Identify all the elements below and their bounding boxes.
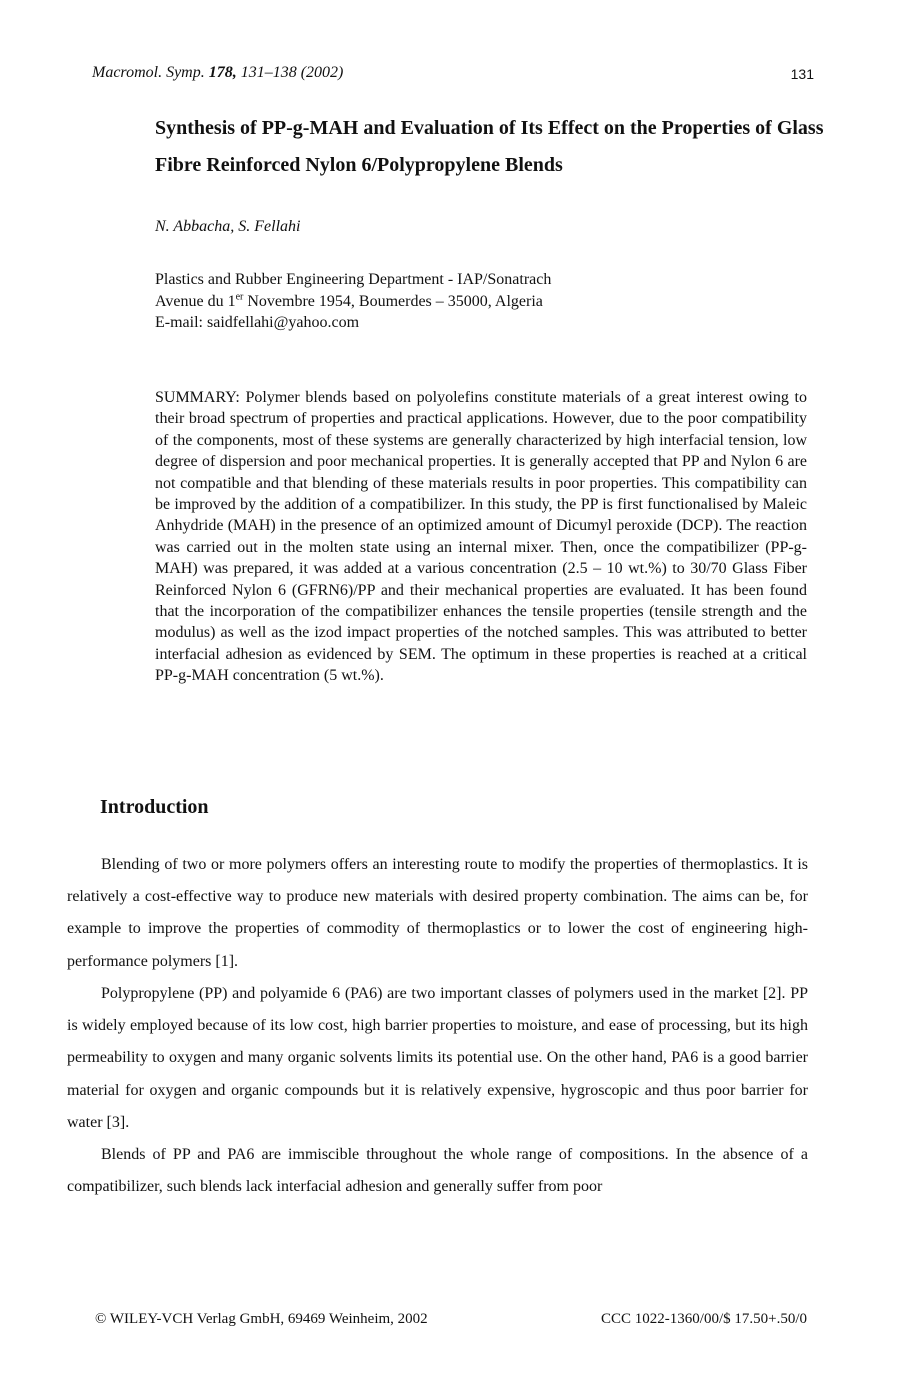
address-part: Avenue du 1 bbox=[155, 292, 236, 310]
affiliation bbox=[155, 269, 551, 334]
journal-name: Macromol. Symp. bbox=[92, 64, 205, 81]
address-superscript: er bbox=[235, 291, 244, 303]
page-number: 131 bbox=[790, 66, 814, 82]
affiliation-email: E-mail: saidfellahi@yahoo.com bbox=[155, 314, 360, 331]
journal-volume: 178, bbox=[208, 64, 237, 81]
body-paragraph: Polypropylene (PP) and polyamide 6 (PA6) are two important classes of polymers used in the market [2]. PP is widely employed because of its low cost, high barrier properties to moisture, and ease of processing, but its high permeability to oxygen and many organic solvents limits its potential use. On the other hand, PA6 is a good barrier material for oxygen and organic compounds but it is relatively expensive, hygroscopic and thus poor barrier for water [3]. bbox=[67, 985, 808, 1131]
body-paragraph: Blends of PP and PA6 are immiscible throughout the whole range of compositions. In the absence of a compatibilizer, such blends lack interfacial adhesion and generally suffer from poor bbox=[67, 1146, 808, 1196]
footer-copyright: © WILEY-VCH Verlag GmbH, 69469 Weinheim, 2002 bbox=[95, 1311, 428, 1327]
body-paragraph: Blending of two or more polymers offers an interesting route to modify the properties of thermoplastics. It is relatively a cost-effective way to produce new materials with desired property combination. The aims can be, for example to improve the properties of commodity of thermoplastics or to lower the cost of engineering high-performance polymers [1]. bbox=[67, 856, 808, 970]
affiliation-address bbox=[155, 291, 551, 313]
journal-pages-year: 131–138 (2002) bbox=[240, 64, 344, 81]
journal-citation bbox=[92, 64, 343, 82]
footer-ccc-code: CCC 1022-1360/00/$ 17.50+.50/0 bbox=[601, 1311, 807, 1327]
section-heading-introduction: Introduction bbox=[100, 796, 209, 818]
affiliation-department: Plastics and Rubber Engineering Department - IAP/Sonatrach bbox=[155, 271, 552, 288]
summary-abstract: SUMMARY: Polymer blends based on polyolefins constitute materials of a great interest owing to their broad spectrum of properties and practical applications. However, due to the poor compatibility of the components, most of these systems are generally characterized by high interfacial tension, low degree of dispersion and poor mechanical properties. It is generally accepted that PP and Nylon 6 are not compatible and that blending of these materials results in poor properties. This compatibility can be improved by the addition of a compatibilizer. In this study, the PP is first functionalised by Maleic Anhydride (MAH) in the presence of an optimized amount of Dicumyl peroxide (DCP). The reaction was carried out in the molten state using an internal mixer. Then, once the compatibilizer (PP-g-MAH) was prepared, it was added at a various concentration (2.5 – 10 wt.%) to 30/70 Glass Fiber Reinforced Nylon 6 (GFRN6)/PP and their mechanical properties are evaluated. It has been found that the incorporation of the compatibilizer enhances the tensile properties (tensile strength and the modulus) as well as the izod impact properties of the notched samples. This was attributed to better interfacial adhesion as evidenced by SEM. The optimum in these properties is reached at a critical PP-g-MAH concentration (5 wt.%). bbox=[155, 389, 807, 685]
address-part: Novembre 1954, Boumerdes – 35000, Algeria bbox=[243, 292, 543, 310]
authors: N. Abbacha, S. Fellahi bbox=[155, 218, 301, 235]
paper-title: Synthesis of PP-g-MAH and Evaluation of Its Effect on the Properties of Glass Fibre Reinforced Nylon 6/Polypropylene Blends bbox=[155, 117, 824, 176]
